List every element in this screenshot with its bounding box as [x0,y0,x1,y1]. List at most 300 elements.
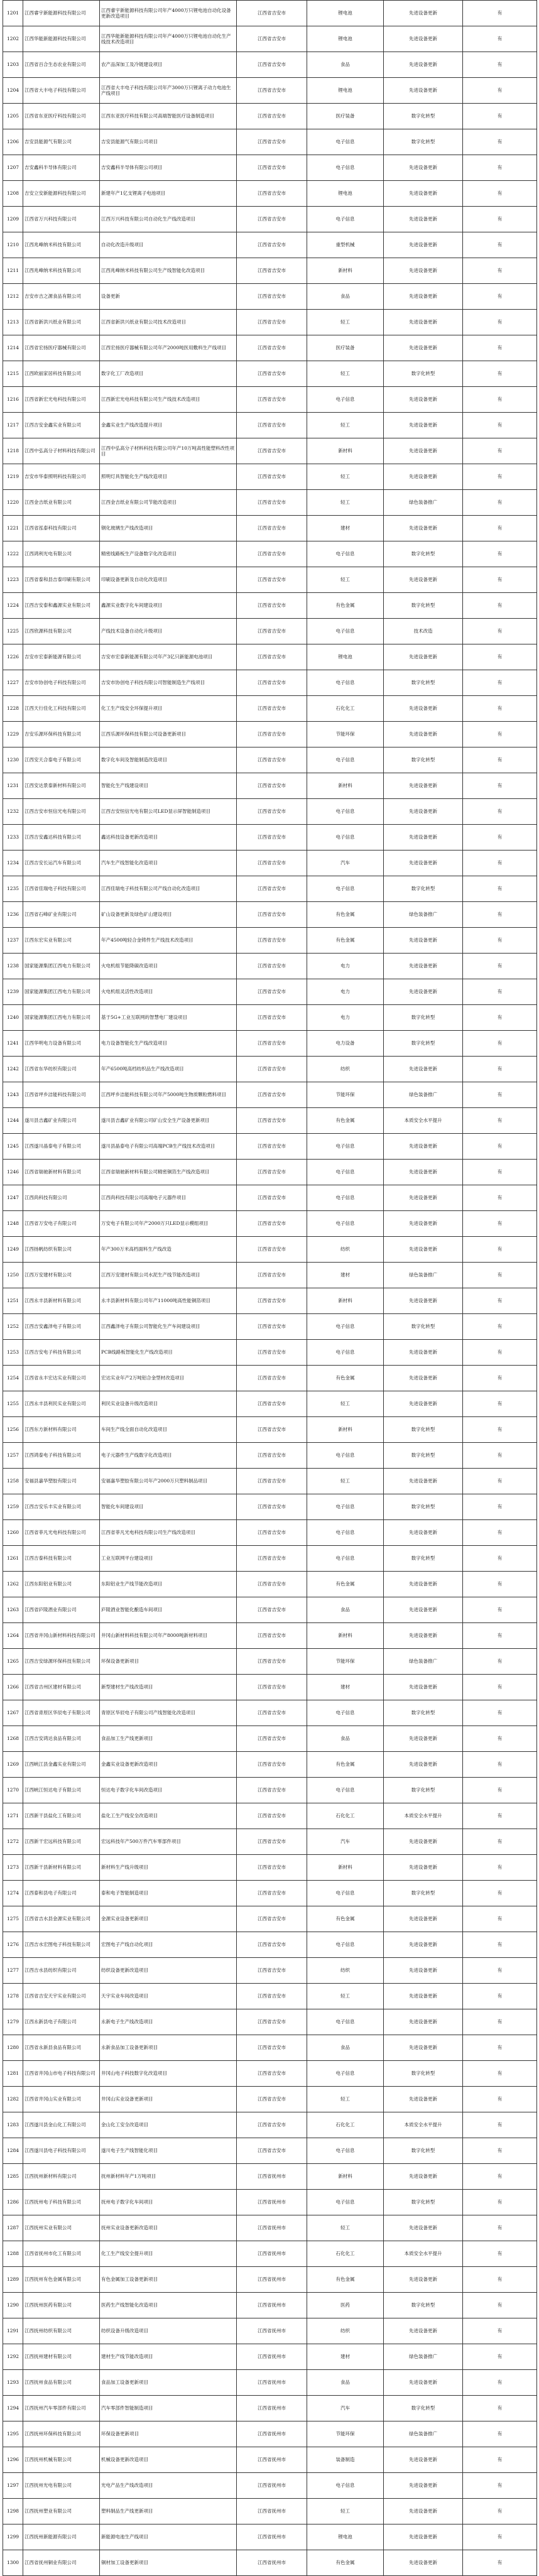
row-number: 1285 [3,2164,23,2190]
project-name: 数字化车间及智能制造改造项目 [100,747,237,773]
company-name: 江西省东亚医疗科技有限公司 [23,104,100,129]
table-row [3,1649,537,1675]
table-row [3,876,537,902]
company-name: 吉安市吉之源食品有限公司 [23,284,100,310]
row-number: 1273 [3,1855,23,1881]
location: 江西省吉安市 [237,876,307,902]
row-number: 1204 [3,78,23,104]
table-row [3,232,537,258]
flag: 有 [463,2473,537,2499]
flag: 有 [463,619,537,644]
industry: 电子信息 [307,155,384,181]
row-number: 1247 [3,1185,23,1211]
table-row [3,1005,537,1031]
table-row [3,1494,537,1520]
location: 江西省吉安市 [237,1160,307,1185]
location: 江西省吉安市 [237,1237,307,1263]
company-name: 江西东宏实业有限公司 [23,928,100,954]
project-type: 先进设备更新 [384,1185,463,1211]
project-name: 永新食品加工设备更新项目 [100,2035,237,2061]
project-name: 吉安市协创电子科技有限公司智能制造生产线项目 [100,670,237,696]
company-name: 江西新干宏远科技有限公司 [23,1829,100,1855]
project-name: 江西兆峰纳米科技有限公司生产线智能化改造项目 [100,258,237,284]
flag: 有 [463,2524,537,2550]
project-type: 先进设备更新 [384,2447,463,2473]
flag: 有 [463,52,537,78]
location: 江西省吉安市 [237,722,307,747]
row-number: 1275 [3,1906,23,1932]
flag: 有 [463,2396,537,2421]
row-number: 1264 [3,1623,23,1649]
flag: 有 [463,26,537,52]
industry: 纺织 [307,1237,384,1263]
company-name: 吉安市宏泰新能源有限公司 [23,644,100,670]
company-name: 江西安天合泰电子有限公司 [23,747,100,773]
flag: 有 [463,129,537,155]
industry: 新材料 [307,2164,384,2190]
industry: 电力 [307,979,384,1005]
row-number: 1287 [3,2215,23,2241]
table-row [3,954,537,979]
project-name: 医药生产线智能化改造项目 [100,2293,237,2318]
row-number: 1268 [3,1726,23,1752]
location: 江西省吉安市 [237,1134,307,1160]
row-number: 1251 [3,1288,23,1314]
company-name: 江西东阳铝业有限公司 [23,1572,100,1597]
company-name: 江西抚州纺织有限公司 [23,2318,100,2344]
company-name: 江西省新洪兴纸业有限公司 [23,310,100,335]
location: 江西省吉安市 [237,1984,307,2009]
company-name: 江西东方新材料有限公司 [23,1417,100,1443]
project-type: 先进设备更新 [384,2009,463,2035]
table-row [3,1469,537,1494]
table-row [3,1932,537,1958]
location: 江西省抚州市 [237,2293,307,2318]
industry: 电子信息 [307,541,384,567]
project-name: 农产品深加工及冷链建设项目 [100,52,237,78]
row-number: 1201 [3,1,23,26]
row-number: 1226 [3,644,23,670]
table-row [3,1855,537,1881]
project-type: 数字化转型 [384,1778,463,1803]
project-type: 数字化转型 [384,2293,463,2318]
location: 江西省吉安市 [237,696,307,722]
industry: 电子信息 [307,1932,384,1958]
industry: 有色金属 [307,902,384,928]
location: 江西省吉安市 [237,1958,307,1984]
industry: 汽车 [307,851,384,876]
company-name: 吉安县能源气有限公司 [23,129,100,155]
company-name: 江西永丰县利民实业有限公司 [23,1391,100,1417]
company-name: 江西抚州有色金属有限公司 [23,2267,100,2293]
location: 江西省吉安市 [237,619,307,644]
row-number: 1271 [3,1803,23,1829]
row-number: 1263 [3,1597,23,1623]
project-name: 自动化改造升级项目 [100,232,237,258]
table-row [3,335,537,361]
location: 江西省吉安市 [237,1443,307,1469]
project-type: 本质安全水平提升 [384,1108,463,1134]
row-number: 1280 [3,2035,23,2061]
location: 江西省抚州市 [237,2473,307,2499]
project-type: 数字化转型 [384,2138,463,2164]
location: 江西省吉安市 [237,1932,307,1958]
flag: 有 [463,1160,537,1185]
project-type: 数字化转型 [384,1546,463,1572]
industry: 节能环保 [307,722,384,747]
table-row [3,284,537,310]
project-name: 庐陵酒业智能化酿造车间项目 [100,1597,237,1623]
project-name: 环保设备更新项目 [100,1649,237,1675]
company-name: 江西省青原区华辰电子有限公司 [23,1700,100,1726]
industry: 轻工 [307,1391,384,1417]
row-number: 1252 [3,1314,23,1340]
location: 江西省吉安市 [237,1546,307,1572]
row-number: 1205 [3,104,23,129]
company-name: 江西省百合生态农业有限公司 [23,52,100,78]
project-name: 纺织设备升级改造项目 [100,2318,237,2344]
project-name: 有色金属加工设备更新项目 [100,2267,237,2293]
row-number: 1209 [3,207,23,232]
location: 江西省吉安市 [237,1288,307,1314]
project-name: 江西佳瑞电子科技有限公司产线自动化改造项目 [100,876,237,902]
project-type: 绿色装备推广 [384,902,463,928]
location: 江西省吉安市 [237,1211,307,1237]
project-name: 江西宏扬医疗器械有限公司年产2000吨医用敷料生产线项目 [100,335,237,361]
company-name: 江西抚州新能源有限公司 [23,2524,100,2550]
table-row [3,747,537,773]
industry: 锂电池 [307,1,384,26]
flag: 有 [463,1340,537,1366]
row-number: 1232 [3,799,23,825]
flag: 有 [463,670,537,696]
row-number: 1293 [3,2370,23,2396]
location: 江西省吉安市 [237,2009,307,2035]
row-number: 1290 [3,2293,23,2318]
project-type: 先进设备更新 [384,1134,463,1160]
company-name: 江西尚科技有限公司 [23,1185,100,1211]
project-name: 江西吉安恒信光电有限公司LED显示屏智能制造项目 [100,799,237,825]
row-number: 1217 [3,413,23,438]
row-number: 1218 [3,438,23,464]
location: 江西省吉安市 [237,954,307,979]
table-row [3,1263,537,1288]
project-type: 绿色装备推广 [384,2421,463,2447]
industry: 节能环保 [307,1082,384,1108]
flag: 有 [463,361,537,387]
location: 江西省吉安市 [237,1829,307,1855]
project-name: 金山化工安全改造项目 [100,2112,237,2138]
industry: 电子信息 [307,2061,384,2087]
company-name: 吉安乐源环保科技有限公司 [23,722,100,747]
row-number: 1295 [3,2421,23,2447]
company-name: 江西省吉州区建材有限公司 [23,1675,100,1700]
project-name: 万安电子有限公司年产2000万只LED显示模组项目 [100,1211,237,1237]
project-type: 先进设备更新 [384,1160,463,1185]
flag: 有 [463,2267,537,2293]
table-row [3,696,537,722]
project-name: 江西金吉纸业有限公司节能改造项目 [100,490,237,516]
row-number: 1261 [3,1546,23,1572]
project-name: 新型建材生产线改造项目 [100,1675,237,1700]
project-type: 先进设备更新 [384,1675,463,1700]
industry: 电子信息 [307,1134,384,1160]
industry: 电子信息 [307,825,384,851]
industry: 新材料 [307,1288,384,1314]
project-type: 先进设备更新 [384,26,463,52]
flag: 有 [463,310,537,335]
industry: 新材料 [307,1855,384,1881]
company-name: 江西抚州医药有限公司 [23,2293,100,2318]
location: 江西省吉安市 [237,1572,307,1597]
industry: 电子信息 [307,129,384,155]
project-name: 吉安县能源气有限公司项目 [100,129,237,155]
location: 江西省吉安市 [237,1494,307,1520]
row-number: 1215 [3,361,23,387]
row-number: 1203 [3,52,23,78]
flag: 有 [463,876,537,902]
table-row [3,1906,537,1932]
table-row [3,2421,537,2447]
table-row [3,1829,537,1855]
project-type: 绿色装备推广 [384,1082,463,1108]
flag: 有 [463,1855,537,1881]
project-type: 绿色装备推广 [384,1649,463,1675]
flag: 有 [463,2499,537,2524]
flag: 有 [463,593,537,619]
location: 江西省吉安市 [237,516,307,541]
project-name: 汽车零部件智能制造项目 [100,2396,237,2421]
row-number: 1227 [3,670,23,696]
project-name: 江西省瑞驰新材料有限公司精密铜箔生产线改造项目 [100,1160,237,1185]
company-name: 安福县嘉华塑胶有限公司 [23,1469,100,1494]
company-name: 江西抚州食品有限公司 [23,2370,100,2396]
industry: 锂电池 [307,26,384,52]
table-row [3,2009,537,2035]
table-row [3,773,537,799]
location: 江西省吉安市 [237,52,307,78]
table-row [3,1520,537,1546]
project-name: 宏远科技年产500万件汽车零部件项目 [100,1829,237,1855]
location: 江西省吉安市 [237,1803,307,1829]
flag: 有 [463,1237,537,1263]
location: 江西省吉安市 [237,1881,307,1906]
project-type: 本质安全水平提升 [384,2241,463,2267]
flag: 有 [463,1366,537,1391]
project-name: 火电机组节能降碳改造项目 [100,954,237,979]
project-type: 数字化转型 [384,541,463,567]
row-number: 1270 [3,1778,23,1803]
industry: 电子信息 [307,2473,384,2499]
location: 江西省吉安市 [237,2035,307,2061]
project-type: 先进设备更新 [384,1752,463,1778]
project-type: 先进设备更新 [384,413,463,438]
location: 江西省吉安市 [237,26,307,52]
industry: 装备制造 [307,2447,384,2473]
table-row [3,1057,537,1082]
flag: 有 [463,1005,537,1031]
industry: 电子信息 [307,387,384,413]
row-number: 1299 [3,2524,23,2550]
company-name: 国家能源集团江西电力有限公司 [23,954,100,979]
table-row [3,78,537,104]
flag: 有 [463,2138,537,2164]
company-name: 江西抚州实业有限公司 [23,2215,100,2241]
company-name: 江西峡江恒达电子有限公司 [23,1778,100,1803]
company-name: 江西省吉水县金源实业有限公司 [23,1906,100,1932]
table-row [3,1675,537,1700]
location: 江西省抚州市 [237,2318,307,2344]
row-number: 1258 [3,1469,23,1494]
flag: 有 [463,773,537,799]
row-number: 1274 [3,1881,23,1906]
location: 江西省吉安市 [237,1675,307,1700]
project-name: 火电机组灵活性改造项目 [100,979,237,1005]
location: 江西省抚州市 [237,2524,307,2550]
project-type: 绿色装备推广 [384,2344,463,2370]
project-type: 数字化转型 [384,1700,463,1726]
project-name: 江西东亚医疗科技有限公司高端智能医疗设备制造项目 [100,104,237,129]
industry: 电子信息 [307,1185,384,1211]
flag: 有 [463,1881,537,1906]
location: 江西省吉安市 [237,1314,307,1340]
project-name: PCB线路板智能化生产线改造项目 [100,1340,237,1366]
project-name: 精密线路板生产设备数字化改造项目 [100,541,237,567]
company-name: 江西华明电力设备有限公司 [23,1031,100,1057]
industry: 有色金属 [307,2550,384,2576]
flag: 有 [463,2087,537,2112]
location: 江西省抚州市 [237,2164,307,2190]
company-name: 江西遂川县金山化工有限公司 [23,2112,100,2138]
project-type: 先进设备更新 [384,1288,463,1314]
industry: 轻工 [307,490,384,516]
company-name: 江西吉安金鑫实业有限公司 [23,413,100,438]
industry: 电子信息 [307,1314,384,1340]
table-row [3,2035,537,2061]
project-type: 先进设备更新 [384,232,463,258]
location: 江西省吉安市 [237,258,307,284]
project-type: 数字化转型 [384,2190,463,2215]
project-name: 食品加工设备更新项目 [100,2370,237,2396]
industry: 节能环保 [307,2421,384,2447]
flag: 有 [463,2344,537,2370]
project-type: 先进设备更新 [384,1391,463,1417]
table-row [3,2190,537,2215]
row-number: 1230 [3,747,23,773]
row-number: 1249 [3,1237,23,1263]
flag: 有 [463,1494,537,1520]
table-row [3,1366,537,1391]
table-row [3,258,537,284]
table-row [3,644,537,670]
location: 江西省吉安市 [237,1597,307,1623]
project-type: 数字化转型 [384,361,463,387]
location: 江西省吉安市 [237,1520,307,1546]
flag: 有 [463,2164,537,2190]
location: 江西省吉安市 [237,1366,307,1391]
project-type: 数字化转型 [384,1031,463,1057]
flag: 有 [463,1469,537,1494]
company-name: 江西永丰县新材料有限公司 [23,1288,100,1314]
row-number: 1206 [3,129,23,155]
flag: 有 [463,567,537,593]
project-name: 数字化工厂改造项目 [100,361,237,387]
project-type: 绿色装备推广 [384,1263,463,1288]
project-name: 基于5G+工业互联网的智慧电厂建设项目 [100,1005,237,1031]
company-name: 江西省井冈山实业有限公司 [23,2087,100,2112]
project-type: 先进设备更新 [384,52,463,78]
project-type: 先进设备更新 [384,1,463,26]
industry: 节能环保 [307,1649,384,1675]
table-row [3,1314,537,1340]
table-row [3,2112,537,2138]
industry: 电子信息 [307,619,384,644]
row-number: 1229 [3,722,23,747]
table-row [3,1082,537,1108]
location: 江西省吉安市 [237,78,307,104]
industry: 电子信息 [307,1881,384,1906]
industry: 有色金属 [307,1108,384,1134]
table-row [3,1726,537,1752]
company-name: 江西省瑞驰新材料有限公司 [23,1160,100,1185]
project-type: 先进设备更新 [384,2524,463,2550]
company-name: 江西省永新县食品有限公司 [23,2035,100,2061]
project-name: 化工生产线安全提升项目 [100,2241,237,2267]
row-number: 1211 [3,258,23,284]
table-row [3,2396,537,2421]
company-name: 江西抚州环保科技有限公司 [23,2421,100,2447]
company-name: 江西中弘高分子材料科技有限公司 [23,438,100,464]
industry: 轻工 [307,2215,384,2241]
project-type: 数字化转型 [384,1417,463,1443]
location: 江西省吉安市 [237,747,307,773]
project-name: 江西省新洪兴纸业有限公司技术改造项目 [100,310,237,335]
location: 江西省吉安市 [237,1778,307,1803]
industry: 食品 [307,1597,384,1623]
location: 江西省吉安市 [237,387,307,413]
company-name: 江西省宏扬医疗器械有限公司 [23,335,100,361]
row-number: 1294 [3,2396,23,2421]
project-type: 先进设备更新 [384,310,463,335]
location: 江西省吉安市 [237,438,307,464]
project-type: 数字化转型 [384,2396,463,2421]
company-name: 江西省庐陵酒业有限公司 [23,1597,100,1623]
company-name: 江西省泰和县吉泰印刷有限公司 [23,567,100,593]
company-name: 吉安立安新能源科技有限公司 [23,181,100,207]
company-name: 江西吉安市恒信光电有限公司 [23,799,100,825]
flag: 有 [463,1263,537,1288]
company-name: 江西峡江县金鑫实业有限公司 [23,1752,100,1778]
flag: 有 [463,2112,537,2138]
project-type: 数字化转型 [384,747,463,773]
location: 江西省吉安市 [237,1340,307,1366]
table-row [3,1211,537,1237]
flag: 有 [463,1803,537,1829]
row-number: 1222 [3,541,23,567]
project-name: 江西省菲凡光电科技有限公司生产线改造项目 [100,1520,237,1546]
project-name: 井冈山新材料科技有限公司年产8000吨新材料项目 [100,1623,237,1649]
location: 江西省吉安市 [237,181,307,207]
location: 江西省吉安市 [237,490,307,516]
project-name: 抚州新材料年产1万吨项目 [100,2164,237,2190]
industry: 轻工 [307,361,384,387]
row-number: 1262 [3,1572,23,1597]
project-type: 先进设备更新 [384,1932,463,1958]
project-type: 先进设备更新 [384,78,463,104]
table-row [3,979,537,1005]
industry: 电子信息 [307,1700,384,1726]
industry: 电子信息 [307,207,384,232]
